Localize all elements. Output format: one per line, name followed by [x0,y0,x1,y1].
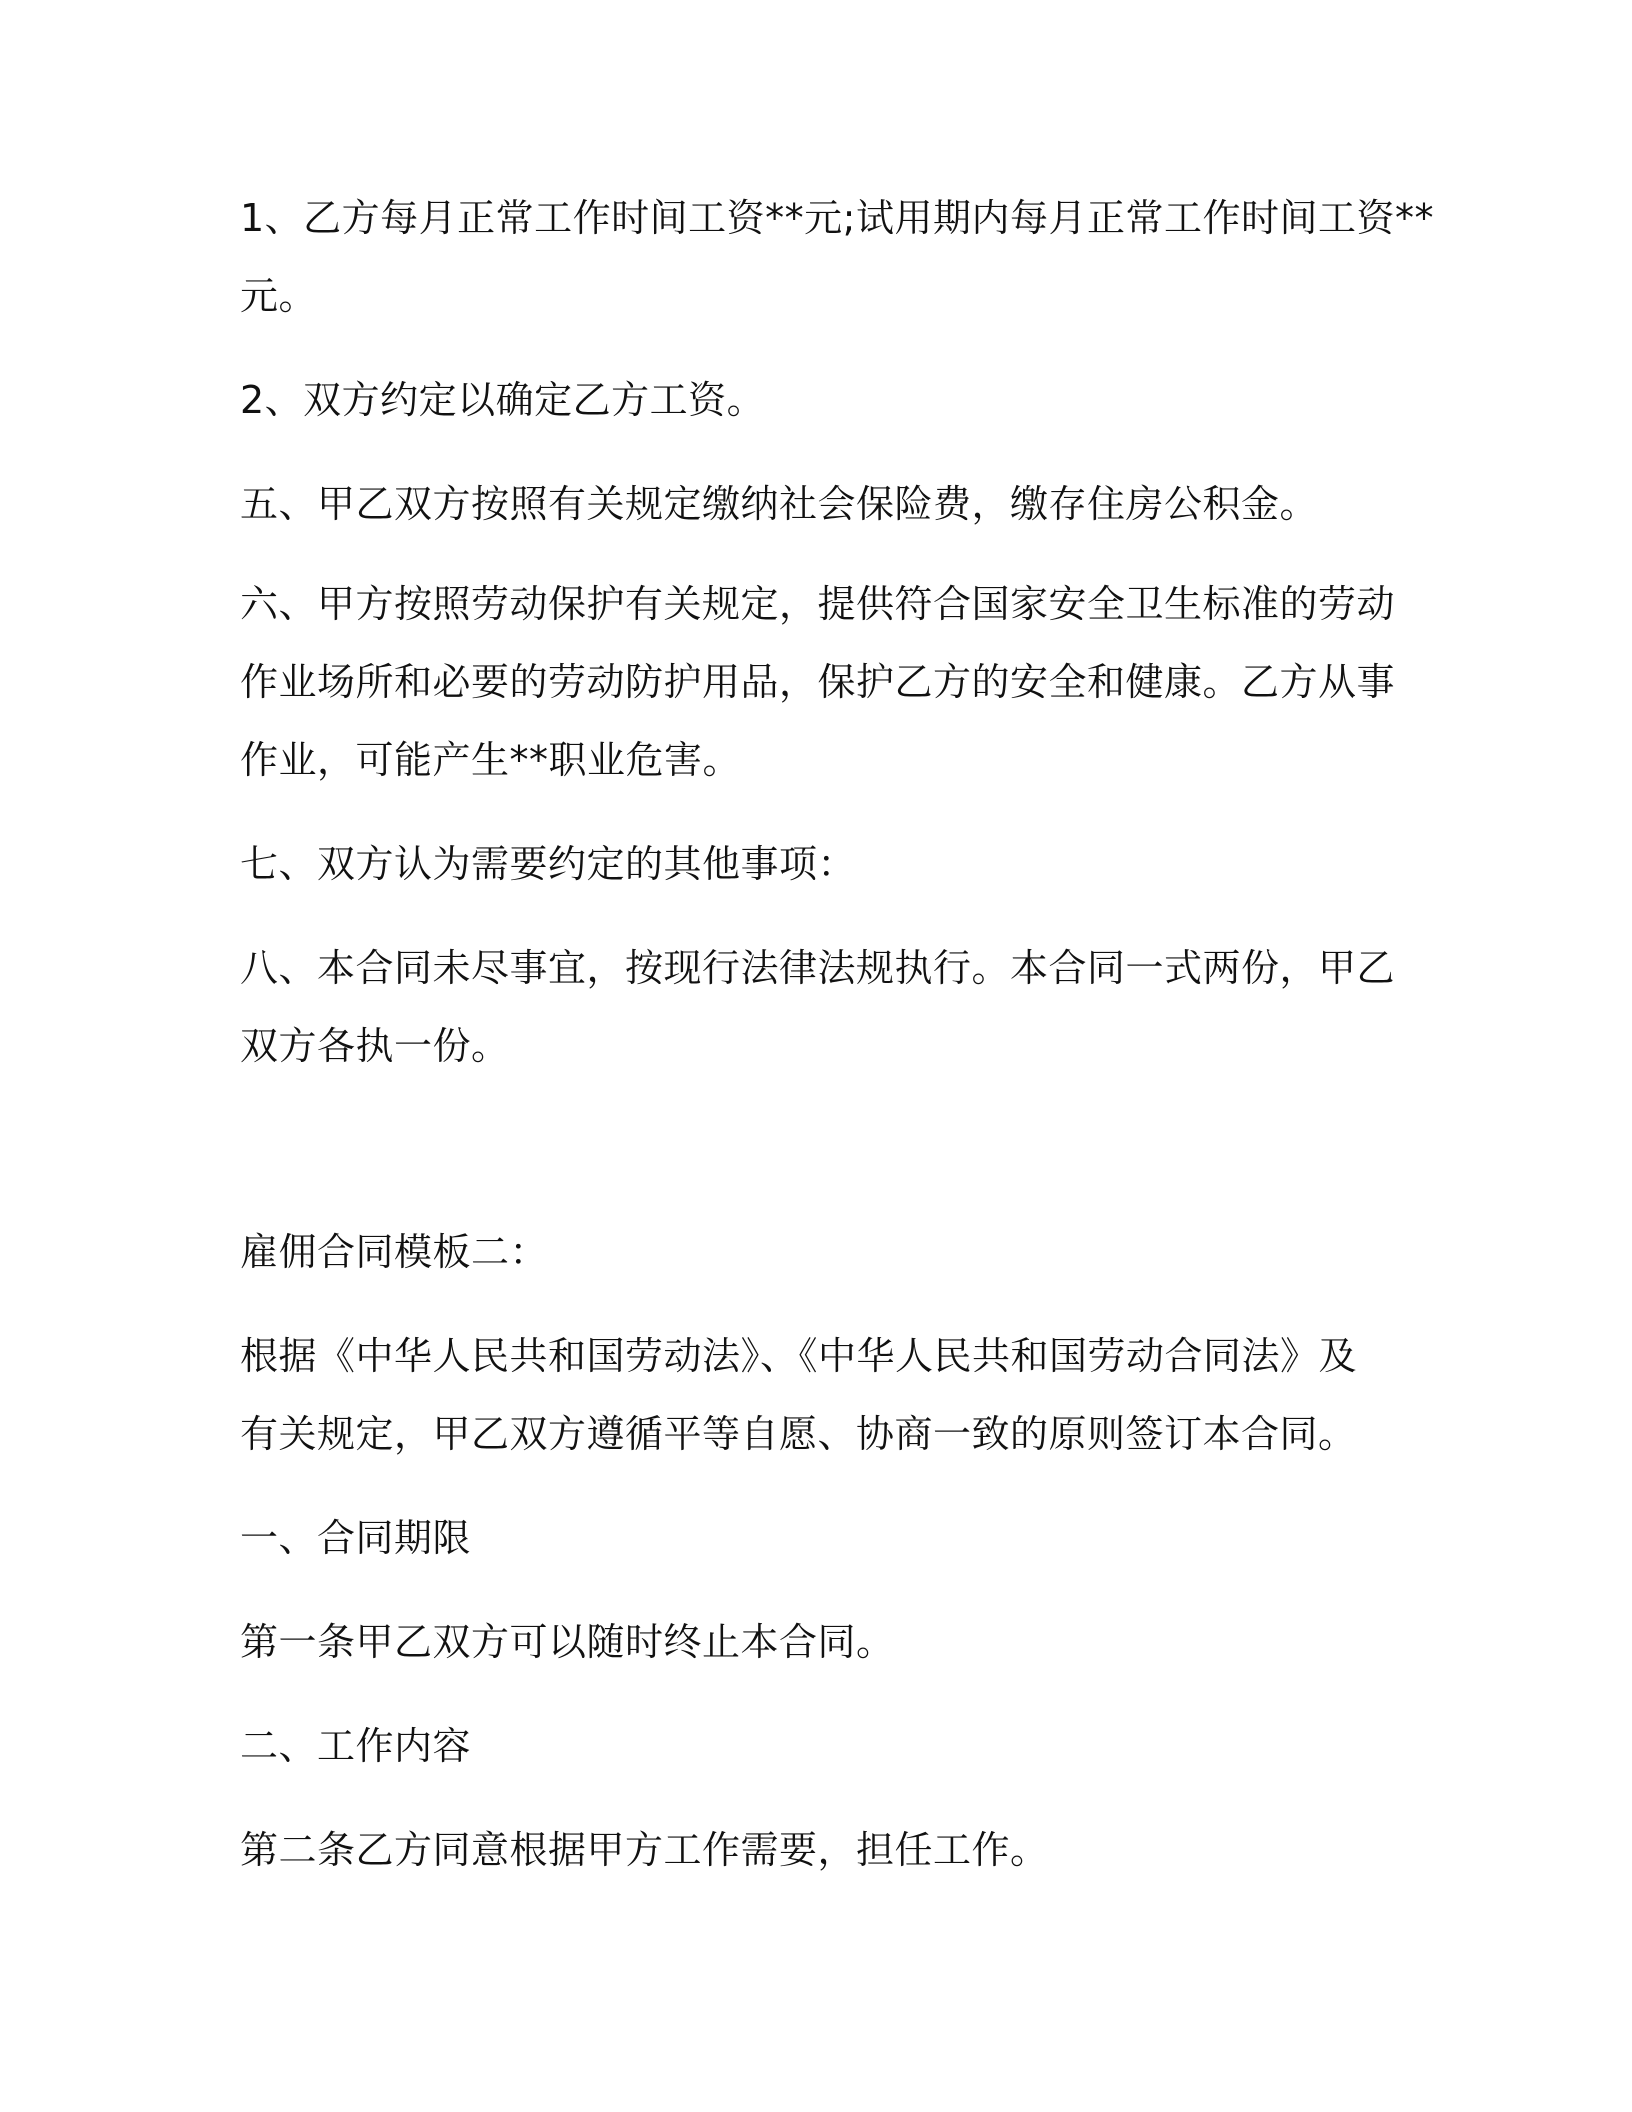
text-line: 1、乙方每月正常工作时间工资**元;试用期内每月正常工作时间工资** [240,196,1434,240]
section-heading: 雇佣合同模板二： [240,1230,549,1274]
text-line: 八、本合同未尽事宜，按现行法律法规执行。本合同一式两份，甲乙 [240,946,1396,990]
text-line: 有关规定，甲乙双方遵循平等自愿、协商一致的原则签订本合同。 [240,1412,1357,1456]
text-line: 一、合同期限 [240,1516,472,1560]
text-line: 作业场所和必要的劳动防护用品，保护乙方的安全和健康。乙方从事 [240,660,1396,704]
text-line: 二、工作内容 [240,1724,472,1768]
text-line: 第一条甲乙双方可以随时终止本合同。 [240,1620,895,1664]
text-line: 双方各执一份。 [240,1024,510,1068]
text-line: 七、双方认为需要约定的其他事项： [240,842,857,886]
text-line: 作业，可能产生**职业危害。 [240,738,742,782]
text-line: 元。 [240,274,318,318]
text-line: 第二条乙方同意根据甲方工作需要，担任工作。 [240,1828,1049,1872]
text-line: 2、双方约定以确定乙方工资。 [240,378,766,422]
text-line: 六、甲方按照劳动保护有关规定，提供符合国家安全卫生标准的劳动 [240,582,1396,626]
text-line: 根据《中华人民共和国劳动法》、《中华人民共和国劳动合同法》及 [240,1334,1358,1378]
text-line: 五、甲乙双方按照有关规定缴纳社会保险费，缴存住房公积金。 [240,482,1319,526]
